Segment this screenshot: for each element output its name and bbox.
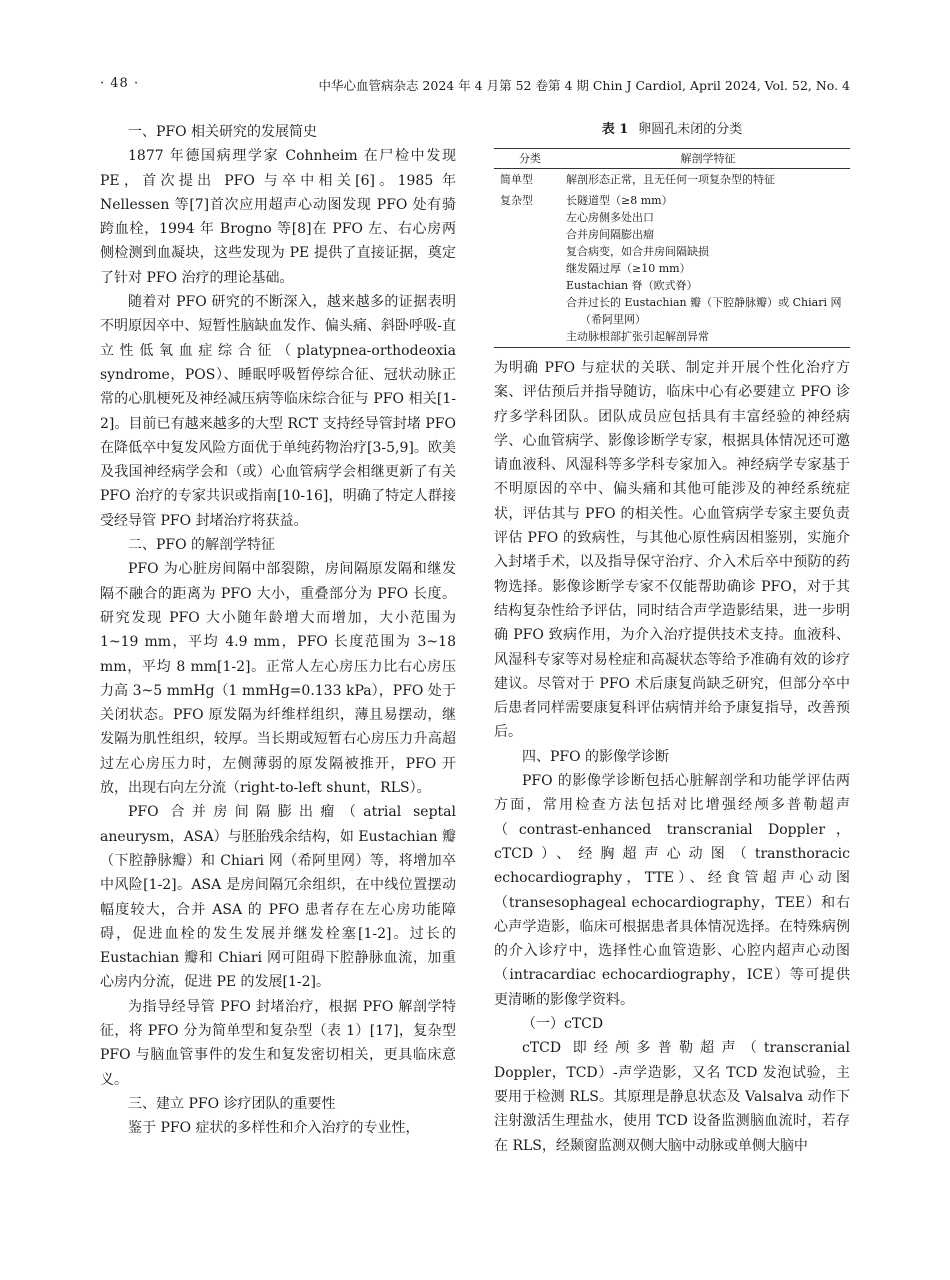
page-number: · 48 ·: [100, 76, 140, 91]
table-cell-features: [566, 190, 850, 348]
right-column: [494, 120, 850, 1158]
table-number: 表 1: [601, 122, 629, 137]
paragraph: PFO 合并房间隔膨出瘤（atrial septal aneurysm，ASA）与胚胎残余结构，如 Eustachian 瓣（下腔静脉瓣）和 Chiari 网（希阿里网）等，将增加卒中风险[1-2]。ASA 是房间隔冗余组织，在中线位置摆动幅度较大，合并 ASA 的 PFO 患者存在左心房功能障碍，促进血栓的发生发展并继发栓塞[1-2]。过长的 Eustachian 瓣和 Chiari 网可阻碍下腔静脉血流，加重心房内分流，促进 PE 的发展[1-2]。: [100, 804, 456, 991]
feature-item: Eustachian 脊（欧式脊）: [566, 279, 698, 292]
paragraph: cTCD 即经颅多普勒超声（transcranial Doppler，TCD）-声学造影，又名 TCD 发泡试验，主要用于检测 RLS。其原理是静息状态及 Valsalva 动作下注射激活生理盐水，使用 TCD 设备监测脑血流时，若存在 RLS，经颞窗监测双侧大脑中动脉或单侧大脑中: [494, 1040, 850, 1154]
section-heading: 一、PFO 相关研究的发展简史: [128, 124, 318, 140]
table-row: [494, 169, 850, 191]
running-header: 中华心血管病杂志 2024 年 4 月第 52 卷第 4 期 Chin J Cardiol, April 2024, Vol. 52, No. 4: [318, 78, 850, 93]
feature-item: 解剖形态正常，且无任何一项复杂型的特征: [566, 173, 775, 186]
paragraph: 为指导经导管 PFO 封堵治疗，根据 PFO 解剖学特征，将 PFO 分为简单型和复杂型（表 1）[17]，复杂型 PFO 与脑血管事件的发生和复发密切相关，更具临床意义。: [100, 998, 456, 1088]
table-cell-category: 简单型: [500, 173, 533, 186]
table-title: 卵圆孔未闭的分类: [638, 122, 743, 137]
table-header-category: 分类: [494, 149, 566, 169]
paragraph: 1877 年德国病理学家 Cohnheim 在尸检中发现 PE，首次提出 PFO 与卒中相关[6]。1985 年 Nellessen 等[7]首次应用超声心动图发现 PFO 处有骑跨血栓，1994 年 Brogno 等[8]在 PFO 左、右心房两侧检测到血凝块，这些发现为 PE 提供了直接证据，奠定了针对 PFO 治疗的理论基础。: [100, 148, 456, 286]
classification-table: [494, 148, 850, 348]
table-row: [494, 190, 850, 348]
table-header-features: 解剖学特征: [566, 149, 850, 169]
feature-item: 继发隔过厚（≥10 mm）: [566, 262, 691, 275]
table-cell-category: 复杂型: [500, 194, 533, 207]
section-heading: 二、PFO 的解剖学特征: [128, 537, 276, 554]
table-caption: [494, 120, 850, 140]
left-column: [100, 120, 456, 1140]
feature-item: 长隧道型（≥8 mm）: [566, 194, 673, 207]
section-heading: （一）cTCD: [522, 1016, 604, 1033]
table-1: [494, 120, 850, 348]
paragraph: 鉴于 PFO 症状的多样性和介入治疗的专业性，: [128, 1120, 420, 1137]
feature-item: 主动脉根部扩张引起解剖异常: [566, 330, 709, 343]
paragraph: 为明确 PFO 与症状的关联、制定并开展个性化治疗方案、评估预后并指导随访，临床中心有必要建立 PFO 诊疗多学科团队。团队成员应包括具有丰富经验的神经病学、心血管病学、影像诊断学专家，根据具体情况还可邀请血液科、风湿科等多学科专家加入。神经病学专家基于不明原因的卒中、偏头痛和其他可能涉及的神经系统症状，评估其与 PFO 的相关性。心血管病学专家主要负责评估 PFO 的致病性，与其他心原性病因相鉴别，实施介入封堵手术，以及指导保守治疗、介入术后卒中预防的药物选择。影像诊断学专家不仅能帮助确诊 PFO，对于其结构复杂性给予评估，同时结合声学造影结果，进一步明确 PFO 致病作用，为介入治疗提供技术支持。血液科、风湿科专家等对易栓症和高凝状态等给予准确有效的诊疗建议。尽管对于 PFO 术后康复尚缺乏研究，但部分卒中后患者同样需要康复科评估病情并给予康复指导，改善预后。: [494, 360, 850, 741]
feature-item: 合并房间隔膨出瘤: [566, 228, 654, 241]
feature-item: 复合病变，如合并房间隔缺损: [566, 245, 709, 258]
paragraph: 随着对 PFO 研究的不断深入，越来越多的证据表明不明原因卒中、短暂性脑缺血发作、偏头痛、斜卧呼吸-直立性低氧血症综合征（platypnea-orthodeoxia syndrome，POS）、睡眠呼吸暂停综合征、冠状动脉正常的心肌梗死及神经减压病等临床综合征与 PFO 相关[1-2]。目前已有越来越多的大型 RCT 支持经导管封堵 PFO 在降低卒中复发风险方面优于单纯药物治疗[3-5,9]。欧美及我国神经病学会和（或）心血管病学会相继更新了有关 PFO 治疗的专家共识或指南[10-16]，明确了特定人群接受经导管 PFO 封堵治疗将获益。: [100, 294, 456, 529]
feature-item: 合并过长的 Eustachian 瓣（下腔静脉瓣）或 Chiari 网: [566, 296, 842, 309]
feature-item: （希阿里网）: [580, 313, 646, 326]
table-cell-features: [566, 169, 850, 191]
right-column-body: [494, 356, 850, 1158]
table-header-row: [494, 149, 850, 169]
feature-item: 左心房侧多处出口: [566, 211, 654, 224]
section-heading: 三、建立 PFO 诊疗团队的重要性: [128, 1095, 336, 1112]
paragraph: PFO 为心脏房间隔中部裂隙，房间隔原发隔和继发隔不融合的距离为 PFO 大小，重叠部分为 PFO 长度。研究发现 PFO 大小随年龄增大而增加，大小范围为 1~19 mm，平均 4.9 mm，PFO 长度范围为 3~18 mm，平均 8 mm[1-2]。正常人左心房压力比右心房压力高 3~5 mmHg（1 mmHg=0.133 kPa），PFO 处于关闭状态。PFO 原发隔为纤维样组织，薄且易摆动，继发隔为肌性组织，较厚。当长期或短暂右心房压力升高超过左心房压力时，左侧薄弱的原发隔被推开，PFO 开放，出现右向左分流（right-to-left shunt，RLS）。: [100, 561, 456, 797]
section-heading: 四、PFO 的影像学诊断: [522, 748, 670, 765]
paragraph: PFO 的影像学诊断包括心脏解剖学和功能学评估两方面，常用检查方法包括对比增强经颅多普勒超声（contrast-enhanced transcranial Doppler，cTCD）、经胸超声心动图（transthoracic echocardiography，TTE）、经食管超声心动图（transesophageal echocardiography，TEE）和右心声学造影，临床可根据患者具体情况选择。在特殊病例的介入诊疗中，选择性心血管造影、心腔内超声心动图（intracardiac echocardiography，ICE）等可提供更清晰的影像学资料。: [494, 773, 850, 1008]
